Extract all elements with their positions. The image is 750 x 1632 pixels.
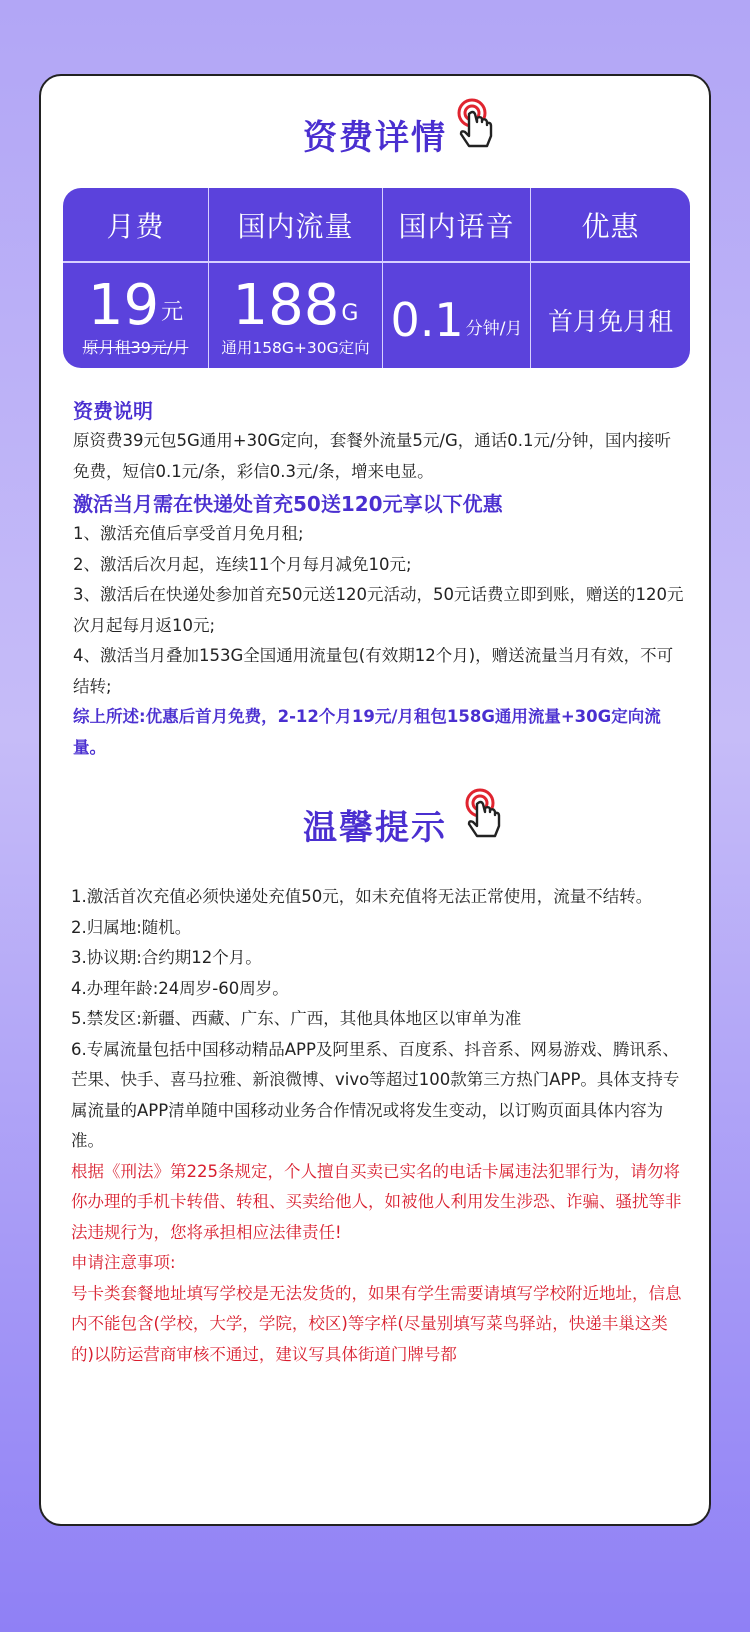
fee-description-body: 原资费39元包5G通用+30G定向，套餐外流量5元/G，通话0.1元/分钟，国内接听免费，短信0.1元/条，彩信0.3元/条，增来电显。 bbox=[73, 431, 672, 481]
header-domestic-voice: 国内语音 bbox=[383, 188, 531, 261]
tip-item-1: 1.激活首次充值必须快递处充值50元，如未充值将无法正常使用，流量不结转。 bbox=[71, 887, 653, 906]
tip-item-6: 6.专属流量包括中国移动精品APP及阿里系、百度系、抖音系、网易游戏、腾讯系、芒果、快手、喜马拉雅、新浪微博、vivo等超过100款第三方热门APP。具体支持专属流量的APP清单随中国移动业务合作情况或将发生变动，以订购页面具体内容为准。 bbox=[71, 1039, 680, 1150]
header-domestic-data: 国内流量 bbox=[209, 188, 383, 261]
fee-table-values bbox=[63, 261, 690, 368]
tap-finger-icon bbox=[463, 788, 507, 844]
monthly-fee-cell bbox=[63, 263, 209, 368]
notice-body: 号卡类套餐地址填写学校是无法发货的，如果有学生需要请填写学校附近地址，信息内不能包含(学校，大学，学院，校区)等字样(尽量别填写菜鸟驿站，快递丰巢这类的)以防运营商审核不通过，建议写具体街道门牌号都 bbox=[71, 1283, 682, 1364]
data-cell bbox=[209, 263, 383, 368]
tap-finger-icon bbox=[455, 98, 499, 154]
section-title-tips: 温馨提示 bbox=[41, 800, 709, 849]
tip-item-4: 4.办理年龄:24周岁-60周岁。 bbox=[71, 978, 289, 998]
tip-item-2: 2.归属地:随机。 bbox=[71, 917, 192, 937]
activation-item-4: 4、激活当月叠加153G全国通用流量包(有效期12个月)，赠送流量当月有效，不可结转; bbox=[73, 646, 674, 696]
activation-title: 激活当月需在快递处首充50送120元享以下优惠 bbox=[73, 492, 503, 516]
fee-table bbox=[63, 188, 690, 368]
notice-title: 申请注意事项: bbox=[71, 1253, 176, 1272]
header-monthly-fee: 月费 bbox=[63, 188, 209, 261]
fee-description bbox=[73, 396, 685, 763]
plan-card bbox=[39, 74, 711, 1526]
fee-description-title: 资费说明 bbox=[73, 399, 153, 423]
voice-value: 0.1 bbox=[390, 292, 464, 347]
data-note: 通用158G+30G定向 bbox=[221, 339, 370, 357]
tip-item-3: 3.协议期:合约期12个月。 bbox=[71, 948, 262, 967]
section-title-fee-details: 资费详情 bbox=[41, 110, 709, 159]
voice-cell bbox=[383, 263, 531, 368]
fee-table-header bbox=[63, 188, 690, 261]
activation-item-3: 3、激活后在快递处参加首充50元送120元活动，50元话费立即到账，赠送的120元次月起每月返10元; bbox=[73, 585, 684, 635]
data-value: 188 bbox=[232, 272, 340, 338]
offer-text: 首月免月租 bbox=[547, 306, 673, 336]
header-offer: 优惠 bbox=[581, 209, 640, 243]
offer-cell bbox=[531, 263, 690, 368]
monthly-fee-unit: 元 bbox=[161, 299, 184, 325]
tips-section bbox=[71, 882, 685, 1370]
original-price: 原月租39元/月 bbox=[82, 338, 189, 357]
tip-item-5: 5.禁发区:新疆、西藏、广东、广西，其他具体地区以审单为准 bbox=[71, 1009, 522, 1028]
monthly-fee-value: 19 bbox=[87, 272, 160, 338]
activation-summary: 综上所述:优惠后首月免费，2-12个月19元/月租包158G通用流量+30G定向流量。 bbox=[73, 707, 661, 757]
activation-item-1: 1、激活充值后享受首月免月租; bbox=[73, 524, 304, 543]
activation-item-2: 2、激活后次月起，连续11个月每月减免10元; bbox=[73, 554, 412, 574]
data-unit: G bbox=[341, 300, 359, 326]
legal-warning: 根据《刑法》第225条规定，个人擅自买卖已实名的电话卡属违法犯罪行为，请勿将你办理的手机卡转借、转租、买卖给他人，如被他人利用发生涉恐、诈骗、骚扰等非法违规行为，您将承担相应法律责任! bbox=[71, 1161, 682, 1242]
voice-unit: 分钟/月 bbox=[465, 318, 523, 339]
